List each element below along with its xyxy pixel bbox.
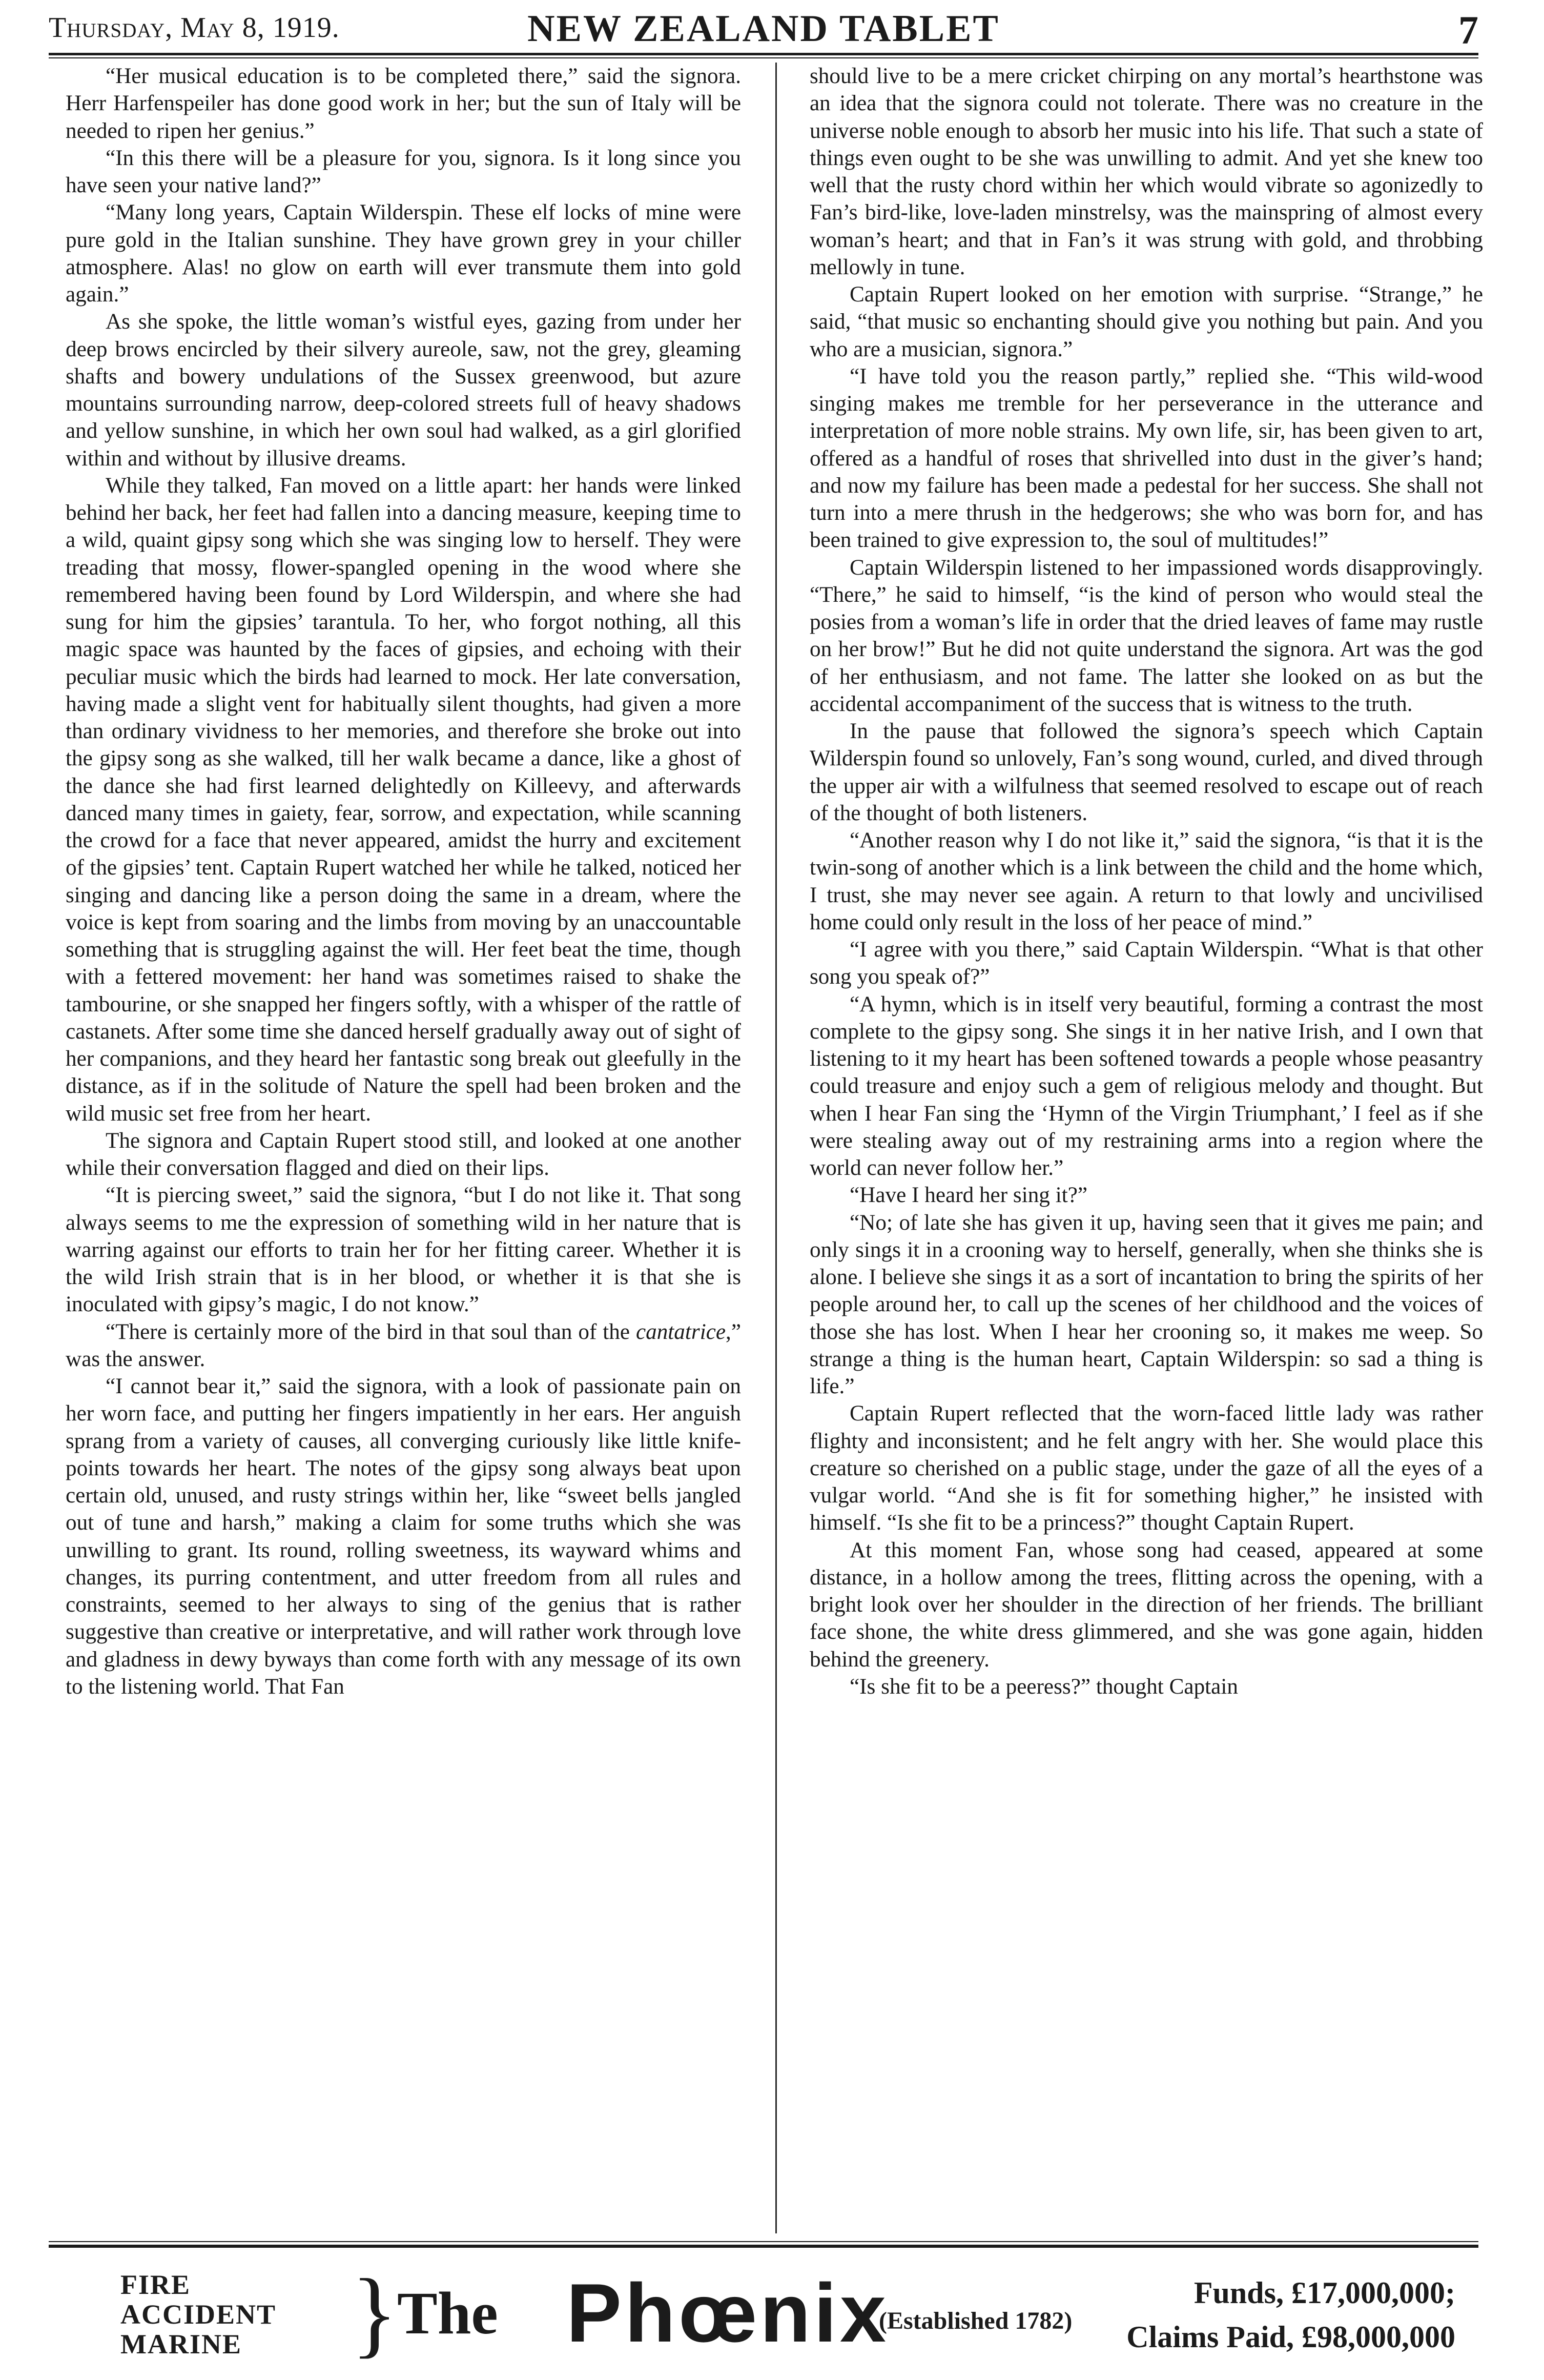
paragraph: “I have told you the reason partly,” replied she. “This wild-wood singing makes me tremble for her perseverance in the utterance and interpretation of more noble strains. My own life, sir, has been given to art, offered as a handful of roses that shrivelled into dust in the giver’s hand; and now my failure has been made a pedestal for her success. She shall not turn into a mere thrush in the hedgerows; she who was born for, and has been trained to give expression to, the soul of multitudes!” [810,364,1483,553]
issue-date: Thursday, May 8, 1919. [49,12,340,44]
paragraph: At this moment Fan, whose song had ceased, appeared at some distance, in a hollow among the trees, flitting across the opening, with a bright look over her shoulder in the direction of her friends. The brilliant face shone, the white dress glimmered, and she was gone again, hidden behind the greenery. [810,1538,1483,1672]
paragraph: Captain Rupert reflected that the worn-faced little lady was rather flighty and inconsistent; and he felt angry with her. She would place this creature so cherished on a public stage, under the gaze of all the eyes of a vulgar world. “And she is fit for something higher,” he insisted with himself. “Is she fit to be a princess?” thought Captain Rupert. [810,1401,1483,1535]
paragraph: “I agree with you there,” said Captain Wilderspin. “What is that other song you speak of?” [810,938,1483,989]
paragraph: In the pause that followed the signora’s speech which Captain Wilderspin found so unlovely, Fan’s song wound, curled, and dived through the upper air with a wilfulness that seemed resolved to escape out of reach of the thought of both listeners. [810,719,1483,825]
paragraph: The signora and Captain Rupert stood still, and looked at one another while their conversation flagged and died on their lips. [66,1128,741,1180]
ad-the: The [397,2280,498,2347]
paragraph: “In this there will be a pleasure for you, signora. Is it long since you have seen your native land?” [66,146,741,197]
paragraph: Captain Rupert looked on her emotion with surprise. “Strange,” he said, “that music so enchanting should give you nothing but pain. And you who are a musician, signora.” [810,282,1483,361]
company-name: Phœnix [566,2267,889,2359]
insurance-types [120,2270,276,2359]
paragraph: “No; of late she has given it up, having seen that it gives me pain; and only sings it in a crooning way to herself, generally, when she thinks she is alone. I believe she sings it as a sort of incantation to bring the spirits of her people around her, to call up the scenes of her childhood and the voices of those she has lost. When I hear her crooning so, it makes me weep. So strange a thing is the human heart, Captain Wilderspin: so sad a thing is life.” [810,1210,1483,1398]
page-header [49,7,1478,56]
paragraph: Captain Wilderspin listened to her impassioned words disapprovingly. “There,” he said to himself, “is the kind of person who would steal the posies from a woman’s life in order that the dried leaves of fame may rustle on her brow!” But he did not quite understand the signora. Art was the god of her enthusiasm, and not fame. The latter she looked on as but the accidental accompaniment of the success that is witness to the truth. [810,555,1483,716]
claims-paid: Claims Paid, £98,000,000 [1126,2320,1455,2354]
paragraph: “I cannot bear it,” said the signora, with a look of passionate pain on her worn face, and putting her fingers impatiently in her ears. Her anguish sprang from a variety of causes, all converging curiously like little knife-points towards her heart. The notes of the gipsy song always beat upon certain old, unused, and rusty strings within her, like “sweet bells jangled out of tune and harsh,” making a claim for some truths which she was unwilling to grant. Its round, rolling sweetness, its wayward whims and changes, its purring contentment, and utter freedom from all rules and constraints, seemed to her always to sing of the genius that is rather suggestive than creative or interpretative, and will rather work through love and gladness in dewy byways than come forth with any message of its own to the listening world. That Fan [66,1374,741,1699]
right-column [810,63,1483,2233]
paragraph: “Another reason why I do not like it,” said the signora, “is that it is the twin-song of another which is a link between the child and the home which, I trust, she may never see again. A return to that lowly and uncivilised home could only result in the loss of her peace of mind.” [810,828,1483,934]
paragraph: While they talked, Fan moved on a little apart: her hands were linked behind her back, her feet had fallen into a dancing measure, keeping time to a wild, quaint gipsy song which she was singing low to herself. They were treading that mossy, flower-spangled opening in the wood where she remembered having been found by Lord Wilderspin, and where she had sung for him the gipsies’ tarantula. To her, who forgot nothing, all this magic space was haunted by the faces of gipsies, and echoing with their peculiar music which the birds had learned to mock. Her late conversation, having made a slight vent for habitually silent thoughts, had given a more than ordinary vividness to her memories, and therefore she broke out into the gipsy song as she walked, till her walk became a dance, like a ghost of the dance she had first learned delightedly on Killeevy, and afterwards danced many times in gaiety, fear, sorrow, and expectation, while scanning the crowd for a face that never appeared, amidst the hurry and excitement of the gipsies’ tent. Captain Rupert watched her while he talked, noticed her singing and dancing like a person doing the same in a dream, where the voice is kept from soaring and the limbs from moving by an unaccountable something that is struggling against the will. Her feet beat the time, though with a fettered movement: her hand was sometimes raised to shake the tambourine, or she snapped her fingers softly, with a whisper of the rattle of castanets. After some time she danced herself gradually away out of sight of her companions, and they heard her fantastic song break out gleefully in the distance, as if in the solitude of Nature the spell had been broken and the wild music set free from her heart. [66,473,741,1126]
paragraph-text: ,” was the answer. [66,1319,741,1371]
footer-rule-thin [49,2241,1478,2242]
paragraph: “A hymn, which is in itself very beautiful, forming a contrast the most complete to the gipsy song. She sings it in her native Irish, and I own that listening to it my heart has been softened towards a people whose peasantry could treasure and enjoy such a gem of religious melody and thought. But when I hear Fan sing the ‘Hymn of the Virgin Triumphant,’ I feel as if she were stealing away out of my restraining arms into a region where the world can never follow her.” [810,992,1483,1180]
footer-rule-thick [49,2245,1478,2248]
italic-word: cantatrice [635,1319,726,1344]
paragraph: “It is piercing sweet,” said the signora, “but I do not like it. That song always seems to me the expression of something wild in her nature that is warring against our efforts to train her for her fitting career. Whether it is the wild Irish strain that is in her blood, or whether it is that she is inoculated with gipsy’s magic, I do not know.” [66,1183,741,1317]
paragraph: should live to be a mere cricket chirping on any mortal’s hearthstone was an idea that the signora could not tolerate. There was no creature in the universe noble enough to absorb her music into his life. That such a state of things even ought to be she was unwilling to admit. And yet she knew too well that the rusty chord within her which would vibrate so agonizedly to Fan’s bird-like, love-laden minstrelsy, was the mainspring of almost every woman’s heart; and that in Fan’s it was strung with gold, and throbbing mellowly in tune. [810,64,1483,279]
funds-amount: Funds, £17,000,000; [1193,2276,1455,2310]
left-column [66,63,741,2233]
paragraph: “Have I heard her sing it?” [850,1183,1088,1208]
funds-block [1126,2271,1455,2359]
header-rule-thick [49,53,1478,55]
ad-line-marine: MARINE [120,2329,242,2359]
header-rule-thin [49,57,1478,58]
phoenix-advertisement [49,2255,1478,2373]
paragraph: “Many long years, Captain Wilderspin. These elf locks of mine were pure gold in the Italian sunshine. They have grown grey in your chiller atmosphere. Alas! no glow on earth will ever transmute them into gold again.” [66,200,741,307]
column-divider [775,63,777,2233]
ad-line-fire: FIRE [120,2269,191,2300]
paragraph: As she spoke, the little woman’s wistful eyes, gazing from under her deep brows encircled by their silvery aureole, saw, not the grey, gleaming shafts and bowery undulations of the Sussex greenwood, but azure mountains surrounding narrow, deep-colored streets full of heavy shadows and yellow sunshine, in which her own soul had walked, as a girl glorified within and without by illusive dreams. [66,310,741,471]
established-note: (Established 1782) [879,2307,1073,2334]
ad-line-accident: ACCIDENT [120,2299,277,2330]
paragraph: “Her musical education is to be completed there,” said the signora. Herr Harfenspeiler has done good work in her; but the sun of Italy will be needed to ripen her genius.” [66,64,741,143]
brace-divider: } [351,2260,398,2367]
paragraph [66,1318,741,1373]
page-number: 7 [1458,8,1478,52]
paragraph-text: “There is certainly more of the bird in that soul than of the [106,1319,636,1344]
masthead-title: NEW ZEALAND TABLET [527,8,1000,50]
paragraph: “Is she fit to be a peeress?” thought Captain [850,1674,1238,1699]
